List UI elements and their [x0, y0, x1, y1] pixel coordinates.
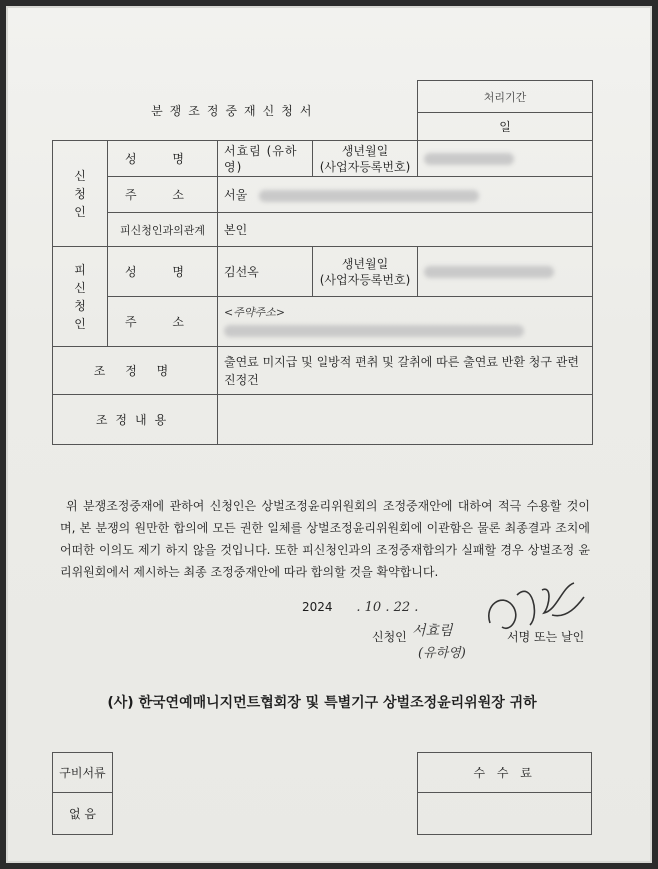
relation-label: 피신청인과의관계 — [108, 213, 218, 247]
fee-label: 수 수 료 — [418, 753, 592, 793]
addressee: (사) 한국연예매니지먼트협회장 및 특별기구 상벌조정윤리위원장 귀하 — [107, 695, 537, 711]
date-year: 2024 — [302, 600, 333, 614]
blank-area — [112, 753, 417, 835]
birth-label-line2: (사업자등록번호) — [319, 159, 411, 174]
applicant-birth-label — [313, 141, 418, 177]
mediation-name-label: 조 정 명 — [53, 347, 218, 395]
respondent-side-label: 피 신 청 인 — [53, 247, 108, 347]
docs-label: 구비서류 — [53, 753, 113, 793]
docs-value: 없 음 — [53, 793, 113, 835]
mediation-content-label: 조정내용 — [53, 395, 218, 445]
applicant-name-label: 성 명 — [108, 141, 218, 177]
processing-period-value: 일 — [418, 113, 593, 141]
date-month-day: . 10 . 22 . — [356, 600, 419, 615]
applicant-birth-value — [418, 141, 593, 177]
redacted-birth — [424, 266, 554, 278]
bottom-table — [52, 752, 592, 835]
respondent-address-note: <주약주소> — [224, 305, 285, 319]
respondent-address-label: 주 소 — [108, 297, 218, 347]
relation-value: 본인 — [218, 213, 593, 247]
sign-note: 서명 또는 날인 — [507, 630, 585, 644]
processing-period-label: 처리기간 — [418, 81, 593, 113]
respondent-birth-value — [418, 247, 593, 297]
respondent-address — [218, 297, 593, 347]
redacted-birth — [424, 153, 514, 165]
applicant-address-text: 서울 — [224, 188, 248, 202]
fee-value — [418, 793, 592, 835]
signature-scribble — [482, 575, 592, 645]
applicant-side-label: 신 청 인 — [53, 141, 108, 247]
redacted-address — [224, 325, 524, 337]
date — [302, 600, 418, 615]
document-photo-frame — [6, 6, 652, 863]
respondent-name-label: 성 명 — [108, 247, 218, 297]
application-form — [52, 80, 592, 840]
respondent-birth-label — [313, 247, 418, 297]
applicant-address — [218, 177, 593, 213]
applicant-sign-label: 신청인 — [372, 630, 407, 644]
mediation-content — [218, 395, 593, 445]
handwritten-name: 서효림 — [412, 623, 453, 639]
birth-label-line1: 생년월일 — [341, 143, 389, 158]
form-title: 분쟁조정중재신청서 — [53, 81, 418, 141]
respondent-name: 김선옥 — [218, 247, 313, 297]
applicant-name: 서효림 (유하영) — [218, 141, 313, 177]
statement-text: 위 분쟁조정중재에 관하여 신청인은 상벌조정윤리위원회의 조정중재안에 대하여 적극 수용할 것이며, 본 분쟁의 원만한 합의에 모든 권한 일체를 상벌조정윤리위원회에 이관함은 물론 최종결과 조치에 어떠한 이의도 제기 하지 않을 것입니다. 또한 피신청인과의 조정중재합의가 실패할 경우 상벌조정 윤리위원회에서 제시하는 최종 조정중재안에 따라 합의할 것을 확약합니다. — [60, 499, 590, 579]
applicant-address-label: 주 소 — [108, 177, 218, 213]
birth-label-line2: (사업자등록번호) — [319, 272, 411, 287]
mediation-name: 출연료 미지급 및 일방적 편취 및 갈취에 따른 출연료 반환 청구 관련 진정건 — [218, 347, 593, 395]
redacted-address — [259, 190, 479, 202]
form-table — [52, 80, 593, 445]
birth-label-line1: 생년월일 — [341, 256, 389, 271]
handwritten-alias: (유하영) — [418, 646, 466, 661]
